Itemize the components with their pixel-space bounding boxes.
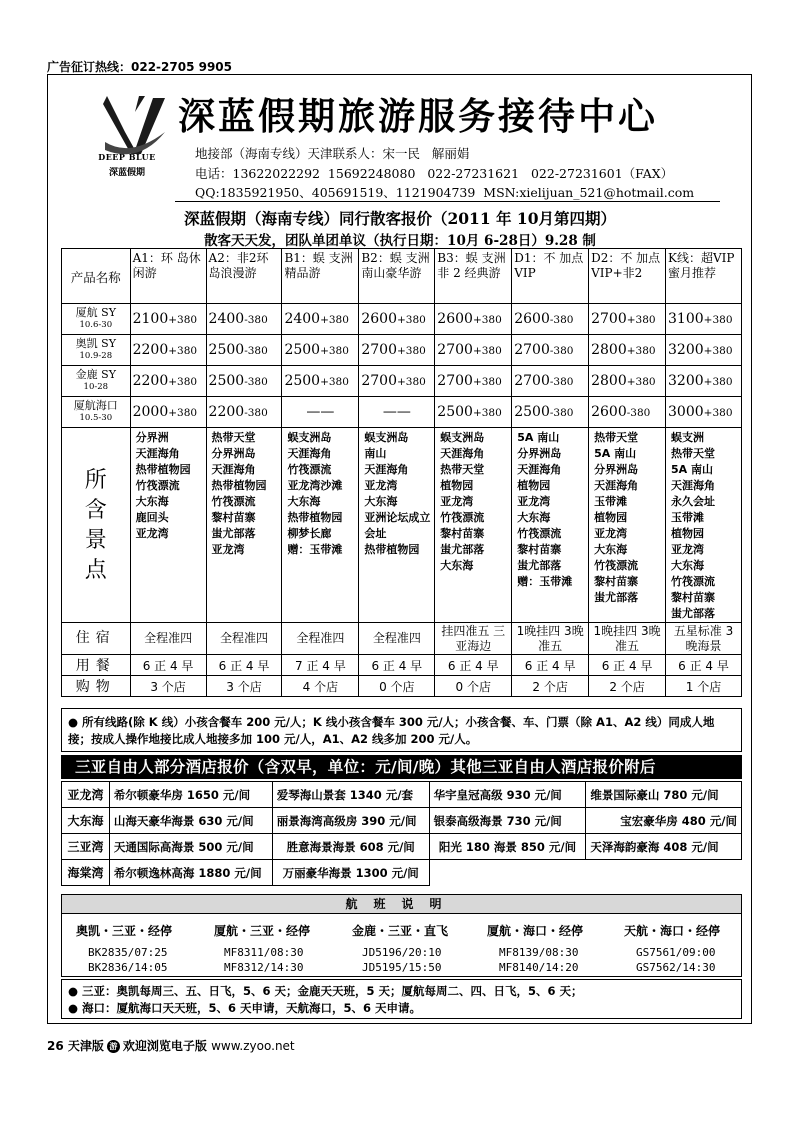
spot-item: 黎村苗寨 bbox=[211, 511, 256, 524]
shopping-cell: 0 个店 bbox=[435, 676, 512, 697]
shopping-cell: 0 个店 bbox=[359, 676, 435, 697]
spot-item: 天涯海角 bbox=[287, 447, 332, 460]
hotel-cell: 天通国际高海景 500 元/间 bbox=[109, 834, 272, 860]
price-cell: 2700+380 bbox=[359, 366, 435, 397]
quote-title: 深蓝假期（海南专线）同行散客报价（2011 年 10月第四期） bbox=[183, 209, 616, 228]
lodging-cell: 全程准四 bbox=[282, 623, 359, 655]
spot-item: 大东海 bbox=[364, 495, 398, 508]
flight-section-title: 航班说明 bbox=[61, 894, 742, 914]
spots-cell bbox=[130, 428, 206, 623]
price-cell: 3200+380 bbox=[666, 335, 742, 366]
spot-item: 热带天堂 bbox=[671, 447, 716, 460]
footer-text: 欢迎浏览电子版 bbox=[122, 1039, 207, 1053]
footer-url[interactable]: www.zyoo.net bbox=[211, 1039, 295, 1053]
price-cell: 2700+380 bbox=[435, 366, 512, 397]
price-cell: 2700+380 bbox=[435, 335, 512, 366]
table-row bbox=[62, 808, 742, 834]
table-row bbox=[62, 304, 742, 335]
hotel-cell: 宝宏豪华房 480 元/间 bbox=[586, 808, 742, 834]
spot-item: 蚩尤部落 bbox=[211, 527, 256, 540]
price-cell: 2500-380 bbox=[206, 366, 282, 397]
price-table bbox=[61, 248, 742, 697]
shopping-cell: 4 个店 bbox=[282, 676, 359, 697]
hotel-region: 三亚湾 bbox=[62, 834, 110, 860]
price-cell: 2100+380 bbox=[130, 304, 206, 335]
spot-item: 黎村苗寨 bbox=[517, 543, 562, 556]
spots-label: 所 含 景 点 bbox=[62, 428, 131, 623]
price-cell: 2200-380 bbox=[206, 397, 282, 428]
hotel-cell: 胜意海景海景 608 元/间 bbox=[272, 834, 429, 860]
price-cell: 2200+380 bbox=[130, 366, 206, 397]
hotel-cell: 希尔顿豪华房 1650 元/间 bbox=[109, 782, 272, 808]
meals-cell: 6 正 4 早 bbox=[435, 655, 512, 676]
spot-item: 分界洲岛 bbox=[594, 463, 639, 476]
spot-item: 亚龙湾 bbox=[594, 527, 628, 540]
price-cell: 3000+380 bbox=[666, 397, 742, 428]
contact-online: QQ:1835921950、405691519、1121904739 MSN:xielijuan_521@hotmail.com bbox=[195, 185, 695, 200]
hotel-cell: 万丽豪华海景 1300 元/间 bbox=[272, 860, 429, 886]
price-cell: 2500-380 bbox=[206, 335, 282, 366]
flight-number: MF8311/08:30 bbox=[224, 946, 304, 959]
spot-item: 柳梦长廊 bbox=[287, 527, 332, 540]
price-cell: 2500+380 bbox=[282, 366, 359, 397]
divider bbox=[175, 201, 720, 202]
spot-item: 黎村苗寨 bbox=[671, 591, 716, 604]
logo-chinese: 深蓝假期 bbox=[108, 168, 145, 178]
price-cell: 2200+380 bbox=[130, 335, 206, 366]
spot-item: 热带天堂 bbox=[211, 431, 256, 444]
meals-label: 用餐 bbox=[62, 655, 131, 676]
spot-item: 赠：玉带滩 bbox=[287, 543, 343, 556]
hotel-cell: 希尔顿逸林高海 1880 元/间 bbox=[109, 860, 272, 886]
hotel-cell: 阳光 180 海景 850 元/间 bbox=[429, 834, 586, 860]
shopping-cell: 2 个店 bbox=[512, 676, 589, 697]
route-label: 厦航 SY 10.6-30 bbox=[62, 304, 131, 335]
price-cell: 2600-380 bbox=[512, 304, 589, 335]
spot-item: 南山 bbox=[364, 447, 387, 460]
spot-item: 赠：玉带滩 bbox=[517, 575, 573, 588]
spot-item: 亚龙湾 bbox=[517, 495, 551, 508]
price-cell: 2400-380 bbox=[206, 304, 282, 335]
meals-row bbox=[62, 655, 742, 676]
meals-cell: 7 正 4 早 bbox=[282, 655, 359, 676]
lodging-cell: 挂四准五 三亚海边 bbox=[435, 623, 512, 655]
spot-item: 亚龙湾 bbox=[211, 543, 245, 556]
lodging-row bbox=[62, 623, 742, 655]
price-cell: 2000+380 bbox=[130, 397, 206, 428]
price-cell: 2500+380 bbox=[435, 397, 512, 428]
price-cell: 2400+380 bbox=[282, 304, 359, 335]
quote-subtitle: 散客天天发，团队单团单议（执行日期：10月 6-28日）9.28 制 bbox=[204, 233, 596, 249]
spot-item: 植物园 bbox=[440, 479, 474, 492]
shopping-cell: 1 个店 bbox=[666, 676, 742, 697]
spot-item: 竹筏漂流 bbox=[440, 511, 485, 524]
spot-item: 亚龙湾 bbox=[135, 527, 169, 540]
spot-item: 植物园 bbox=[671, 527, 705, 540]
product-name-header: 产品名称 bbox=[62, 249, 131, 304]
spot-item: 亚龙湾沙滩 bbox=[287, 479, 343, 492]
spot-item: 热带天堂 bbox=[594, 431, 639, 444]
flight-number: GS7561/09:00 bbox=[636, 946, 716, 959]
spot-item: 黎村苗寨 bbox=[440, 527, 485, 540]
spot-item: 蜈支洲岛 bbox=[440, 431, 485, 444]
header-d2: D2：不 加点 VIP+非2 bbox=[589, 249, 666, 304]
child-price-note: ● 所有线路(除 K 线）小孩含餐车 200 元/人；K 线小孩含餐车 300 元/人；小孩含餐、车、门票（除 A1、A2 线）同成人地接；按成人操作地接比成人地接多加 100 元/人，A1、A2 线多加 200 元/人。 bbox=[61, 708, 742, 752]
hotel-cell: 维景国际豪山 780 元/间 bbox=[586, 782, 742, 808]
spot-item: 竹筏漂流 bbox=[135, 479, 180, 492]
spot-item: 亚洲论坛成立会址 bbox=[364, 511, 431, 540]
header-k: K线：超VIP蜜月推荐 bbox=[666, 249, 742, 304]
lodging-cell: 全程准四 bbox=[130, 623, 206, 655]
spot-item: 大东海 bbox=[135, 495, 169, 508]
hotel-cell: 丽景海湾高级房 390 元/间 bbox=[272, 808, 429, 834]
spot-item: 竹筏漂流 bbox=[594, 559, 639, 572]
header-a2: A2：非2环岛浪漫游 bbox=[206, 249, 282, 304]
shopping-cell: 3 个店 bbox=[130, 676, 206, 697]
contact-people: 地接部（海南专线）天津联系人：宋一民 解丽娟 bbox=[195, 146, 470, 161]
table-header-row bbox=[62, 249, 742, 304]
price-cell: 2700+380 bbox=[589, 304, 666, 335]
price-cell: —— bbox=[359, 397, 435, 428]
spot-item: 蚩尤部落 bbox=[440, 543, 485, 556]
header-a1: A1：环 岛休闲游 bbox=[130, 249, 206, 304]
shopping-row bbox=[62, 676, 742, 697]
flight-route: 厦航・海口・经停 bbox=[487, 924, 584, 938]
spot-item: 蜈支洲 bbox=[671, 431, 705, 444]
meals-cell: 6 正 4 早 bbox=[130, 655, 206, 676]
flight-number: JD5195/15:50 bbox=[362, 961, 442, 974]
spots-cell bbox=[359, 428, 435, 623]
spot-item: 玉带滩 bbox=[594, 495, 628, 508]
spot-item: 大东海 bbox=[594, 543, 628, 556]
spots-cell bbox=[206, 428, 282, 623]
spot-item: 分界洲岛 bbox=[517, 447, 562, 460]
meals-cell: 6 正 4 早 bbox=[666, 655, 742, 676]
spots-cell bbox=[282, 428, 359, 623]
spot-item: 5A 南山 bbox=[594, 447, 637, 460]
page-footer bbox=[47, 1037, 295, 1054]
hotel-section-title: 三亚自由人部分酒店报价（含双早，单位：元/间/晚）其他三亚自由人酒店报价附后 bbox=[61, 755, 742, 779]
header-b3: B3：蜈 支洲非 2 经典游 bbox=[435, 249, 512, 304]
table-row bbox=[62, 366, 742, 397]
route-label: 厦航海口 10.5-30 bbox=[62, 397, 131, 428]
flight-number: BK2835/07:25 bbox=[88, 946, 168, 959]
route-label: 金鹿 SY 10-28 bbox=[62, 366, 131, 397]
spot-item: 玉带滩 bbox=[671, 511, 705, 524]
price-cell: 2600+380 bbox=[435, 304, 512, 335]
spot-item: 天涯海角 bbox=[671, 479, 716, 492]
spot-item: 大东海 bbox=[517, 511, 551, 524]
price-cell: 2700-380 bbox=[512, 335, 589, 366]
spot-item: 鹿回头 bbox=[135, 511, 169, 524]
lodging-cell: 全程准四 bbox=[359, 623, 435, 655]
flight-number: MF8139/08:30 bbox=[499, 946, 579, 959]
spot-item: 竹筏漂流 bbox=[287, 463, 332, 476]
spot-item: 亚龙湾 bbox=[364, 479, 398, 492]
flight-number: MF8312/14:30 bbox=[224, 961, 304, 974]
table-row bbox=[62, 860, 742, 886]
spot-item: 5A 南山 bbox=[671, 463, 714, 476]
hotel-region: 海棠湾 bbox=[62, 860, 110, 886]
spot-item: 热带植物园 bbox=[364, 543, 420, 556]
spot-item: 天涯海角 bbox=[594, 479, 639, 492]
table-row bbox=[62, 335, 742, 366]
meals-cell: 6 正 4 早 bbox=[512, 655, 589, 676]
spot-item: 蚩尤部落 bbox=[671, 607, 716, 620]
table-row bbox=[62, 397, 742, 428]
route-label: 奥凯 SY 10.9-28 bbox=[62, 335, 131, 366]
spot-item: 热带植物园 bbox=[287, 511, 343, 524]
lodging-cell: 1晚挂四 3晚准五 bbox=[512, 623, 589, 655]
spot-item: 热带植物园 bbox=[135, 463, 191, 476]
shopping-label: 购物 bbox=[62, 676, 131, 697]
lodging-cell: 五星标准 3晚海景 bbox=[666, 623, 742, 655]
flight-number: JD5196/20:10 bbox=[362, 946, 442, 959]
spot-item: 天涯海角 bbox=[364, 463, 409, 476]
hotel-cell: 银泰高级海景 730 元/间 bbox=[429, 808, 586, 834]
hotel-cell: 天泽海韵豪海 408 元/间 bbox=[586, 834, 742, 860]
spot-item: 大东海 bbox=[287, 495, 321, 508]
logo-english: DEEP BLUE bbox=[98, 152, 156, 162]
spot-item: 亚龙湾 bbox=[671, 543, 705, 556]
price-cell: 3100+380 bbox=[666, 304, 742, 335]
header-b1: B1：蜈 支洲精品游 bbox=[282, 249, 359, 304]
spot-item: 蚩尤部落 bbox=[517, 559, 562, 572]
header-b2: B2：蜈 支洲南山豪华游 bbox=[359, 249, 435, 304]
spot-item: 大东海 bbox=[671, 559, 705, 572]
price-cell: 2500-380 bbox=[512, 397, 589, 428]
flight-schedule-note bbox=[61, 979, 742, 1019]
hotel-region: 亚龙湾 bbox=[62, 782, 110, 808]
spot-item: 蜈支洲岛 bbox=[364, 431, 409, 444]
price-cell: —— bbox=[282, 397, 359, 428]
price-cell: 2600-380 bbox=[589, 397, 666, 428]
spot-item: 亚龙湾 bbox=[440, 495, 474, 508]
price-cell: 2800+380 bbox=[589, 366, 666, 397]
shopping-cell: 2 个店 bbox=[589, 676, 666, 697]
flight-route: 金鹿・三亚・直飞 bbox=[352, 924, 449, 938]
price-cell: 2700-380 bbox=[512, 366, 589, 397]
ad-hotline: 广告征订热线：022-2705 9905 bbox=[47, 60, 233, 74]
spot-item: 蚩尤部落 bbox=[594, 591, 639, 604]
price-cell: 3200+380 bbox=[666, 366, 742, 397]
spot-item: 黎村苗寨 bbox=[594, 575, 639, 588]
note-line: ● 海口：厦航海口天天班，5、6 天申请，天航海口，5、6 天申请。 bbox=[68, 1001, 422, 1015]
spot-item: 天涯海角 bbox=[440, 447, 485, 460]
spots-cell bbox=[589, 428, 666, 623]
spot-item: 分界洲 bbox=[135, 431, 169, 444]
meals-cell: 6 正 4 早 bbox=[359, 655, 435, 676]
hotel-cell-empty bbox=[429, 860, 586, 886]
flight-route: 厦航・三亚・经停 bbox=[214, 924, 311, 938]
flight-info bbox=[61, 914, 742, 977]
spot-item: 竹筏漂流 bbox=[671, 575, 716, 588]
contact-phones: 电话：13622022292 15692248080 022-27231621 022-27231601（FAX） bbox=[195, 166, 674, 181]
price-cell: 2700+380 bbox=[359, 335, 435, 366]
price-cell: 2500+380 bbox=[282, 335, 359, 366]
table-row bbox=[62, 834, 742, 860]
hotel-cell: 华宇皇冠高级 930 元/间 bbox=[429, 782, 586, 808]
meals-cell: 6 正 4 早 bbox=[589, 655, 666, 676]
spot-item: 大东海 bbox=[440, 559, 474, 572]
flight-route: 奥凯・三亚・经停 bbox=[76, 924, 173, 938]
header-d1: D1：不 加点VIP bbox=[512, 249, 589, 304]
flight-route: 天航・海口・经停 bbox=[624, 924, 721, 938]
lodging-cell: 全程准四 bbox=[206, 623, 282, 655]
price-cell: 2800+380 bbox=[589, 335, 666, 366]
spots-cell bbox=[512, 428, 589, 623]
flight-number: GS7562/14:30 bbox=[636, 961, 716, 974]
hotel-table bbox=[61, 781, 742, 886]
note-line: ● 三亚：奥凯每周三、五、日飞，5、6 天；金鹿天天班，5 天；厦航每周二、四、日飞，5、6 天； bbox=[68, 984, 583, 998]
spot-item: 5A 南山 bbox=[517, 431, 560, 444]
spot-item: 植物园 bbox=[517, 479, 551, 492]
hotel-region: 大东海 bbox=[62, 808, 110, 834]
spot-item: 竹筏漂流 bbox=[211, 495, 256, 508]
shopping-cell: 3 个店 bbox=[206, 676, 282, 697]
spot-item: 永久会址 bbox=[671, 495, 716, 508]
meals-cell: 6 正 4 早 bbox=[206, 655, 282, 676]
hotel-cell: 爱琴海山景套 1340 元/套 bbox=[272, 782, 429, 808]
table-row bbox=[62, 782, 742, 808]
spot-item: 天涯海角 bbox=[211, 463, 256, 476]
flight-number: MF8140/14:20 bbox=[499, 961, 579, 974]
spot-item: 热带植物园 bbox=[211, 479, 267, 492]
page-number: 26 天津版 bbox=[47, 1039, 104, 1053]
lodging-label: 住宿 bbox=[62, 623, 131, 655]
spot-item: 蜈支洲岛 bbox=[287, 431, 332, 444]
price-cell: 2600+380 bbox=[359, 304, 435, 335]
spots-cell bbox=[666, 428, 742, 623]
page-title: 深蓝假期旅游服务接待中心 bbox=[178, 94, 658, 138]
spot-item: 热带天堂 bbox=[440, 463, 485, 476]
lodging-cell: 1晚挂四 3晚准五 bbox=[589, 623, 666, 655]
spots-cell bbox=[435, 428, 512, 623]
spot-item: 天涯海角 bbox=[135, 447, 180, 460]
spot-item: 分界洲岛 bbox=[211, 447, 256, 460]
hotel-cell-empty bbox=[586, 860, 742, 886]
hotel-cell: 山海天豪华海景 630 元/间 bbox=[109, 808, 272, 834]
spot-item: 植物园 bbox=[594, 511, 628, 524]
spot-item: 天涯海角 bbox=[517, 463, 562, 476]
flight-number: BK2836/14:05 bbox=[88, 961, 168, 974]
spot-item: 竹筏漂流 bbox=[517, 527, 562, 540]
site-badge-icon: 游 bbox=[107, 1040, 120, 1053]
spots-row bbox=[62, 428, 742, 623]
